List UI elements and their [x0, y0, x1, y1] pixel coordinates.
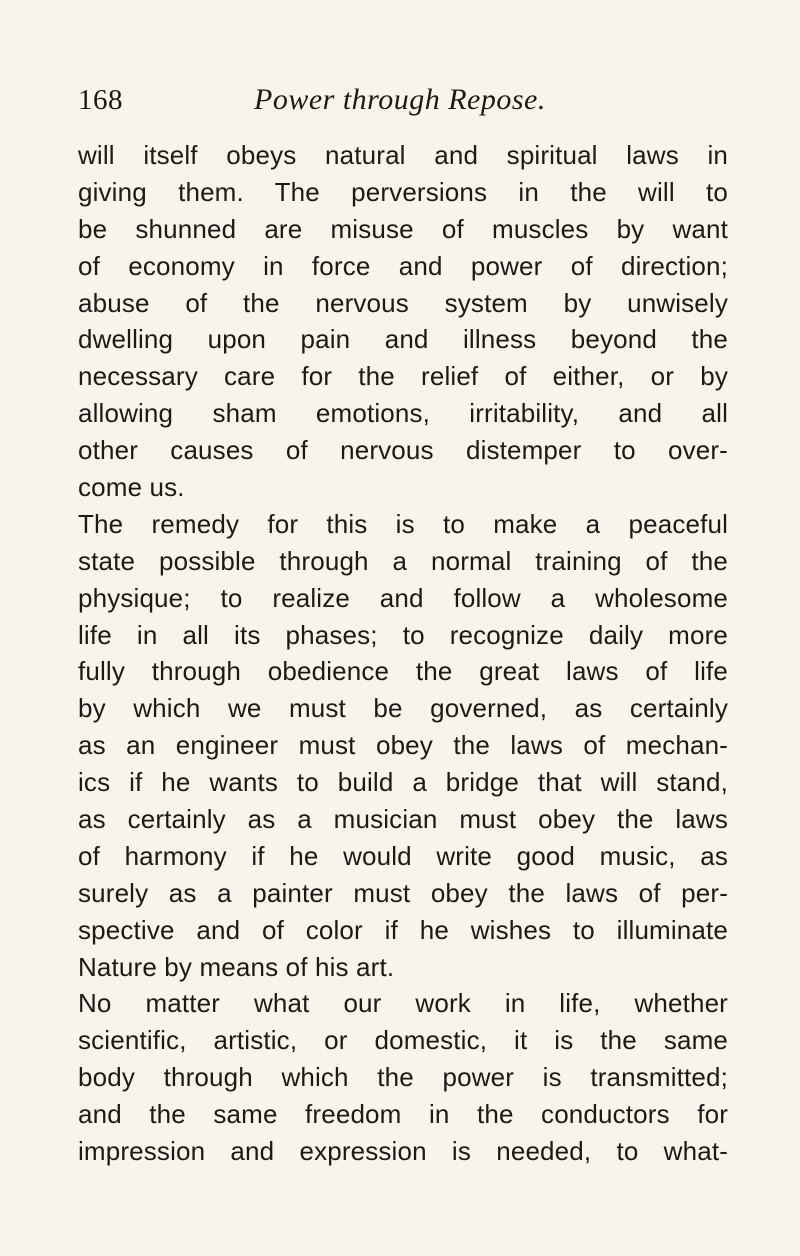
text-line: No matter what our work in life, whether — [78, 988, 728, 1019]
running-title: Power through Repose. — [254, 83, 546, 116]
text-line: surely as a painter must obey the laws of per- — [78, 877, 728, 908]
text-line: and the same freedom in the conductors for — [78, 1099, 728, 1130]
text-line: of economy in force and power of direction; — [78, 250, 728, 281]
text-line: Nature by means of his art. — [78, 951, 395, 982]
text-line: impression and expression is needed, to what- — [78, 1136, 728, 1167]
text-line: will itself obeys natural and spiritual laws in — [78, 140, 728, 170]
body-text — [78, 137, 728, 1170]
text-line: dwelling upon pain and illness beyond the — [78, 324, 728, 355]
text-line: life in all its phases; to recognize daily more — [78, 619, 728, 650]
text-line: other causes of nervous distemper to over- — [78, 435, 728, 466]
text-line: physique; to realize and follow a wholesome — [78, 582, 728, 613]
text-line: of harmony if he would write good music, as — [78, 840, 728, 871]
text-line: ics if he wants to build a bridge that will stand, — [78, 767, 728, 798]
text-line: as certainly as a musician must obey the laws — [78, 804, 728, 835]
running-head — [78, 80, 728, 120]
text-line: spective and of color if he wishes to illuminate — [78, 914, 728, 945]
text-line: be shunned are misuse of muscles by want — [78, 213, 728, 244]
text-line: allowing sham emotions, irritability, and all — [78, 398, 728, 429]
text-line: body through which the power is transmitted; — [78, 1062, 728, 1093]
text-line: necessary care for the relief of either, or by — [78, 361, 728, 392]
text-line: The remedy for this is to make a peaceful — [78, 508, 728, 539]
text-line: state possible through a normal training of the — [78, 545, 728, 576]
text-line: by which we must be governed, as certainly — [78, 693, 728, 724]
text-line: fully through obedience the great laws of life — [78, 656, 728, 687]
text-line: come us. — [78, 472, 185, 503]
page-number: 168 — [78, 84, 123, 116]
text-line: scientific, artistic, or domestic, it is the same — [78, 1025, 728, 1056]
text-line: abuse of the nervous system by unwisely — [78, 287, 728, 318]
text-line: giving them. The perversions in the will to — [78, 176, 728, 207]
text-line: as an engineer must obey the laws of mechan- — [78, 730, 728, 761]
